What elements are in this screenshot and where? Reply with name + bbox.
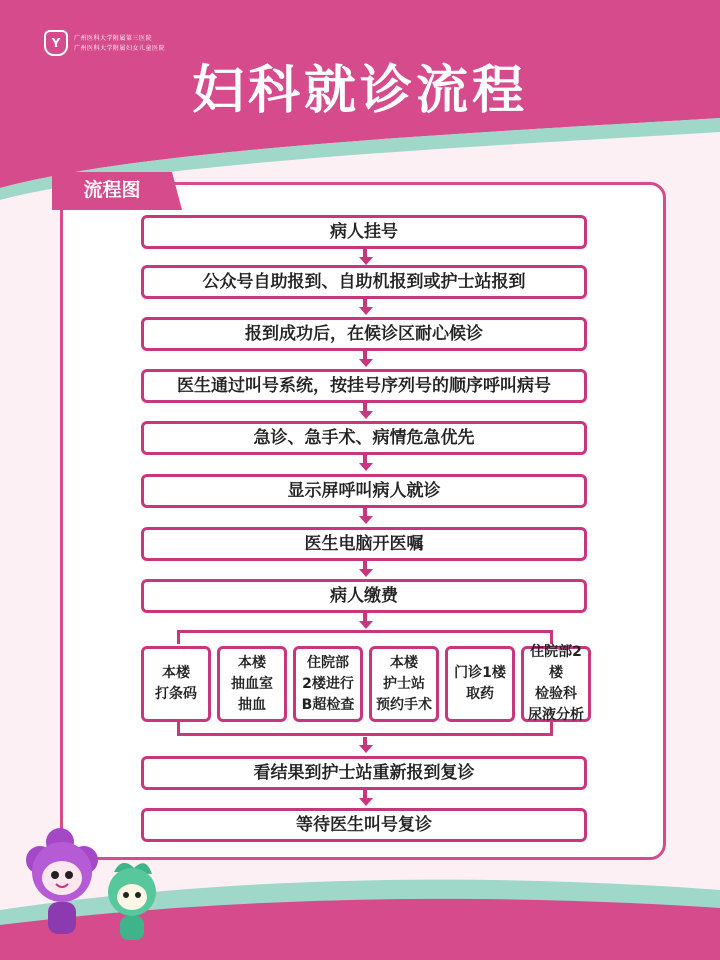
- flow-step: 病人缴费: [141, 579, 587, 613]
- flow-arrow-icon: [359, 249, 371, 265]
- logo-text-line2: 广州医科大学附属妇女儿童医院: [74, 44, 166, 52]
- flow-arrow-icon: [359, 790, 371, 806]
- hospital-emblem-icon: Y: [44, 30, 68, 56]
- branch-step: [293, 646, 363, 722]
- flow-arrow-icon: [359, 299, 371, 315]
- branch-step-line: B超检查: [301, 696, 355, 713]
- branch-step-line: 抽血: [238, 696, 266, 713]
- branch-step-line: 抽血室: [231, 675, 273, 692]
- flow-arrow-icon: [359, 508, 371, 524]
- branch-step-line: 住院部: [306, 654, 349, 671]
- flow-step: 看结果到护士站重新报到复诊: [141, 756, 587, 790]
- flow-arrow-icon: [359, 351, 371, 367]
- branch-step-line: 门诊1楼: [454, 665, 506, 681]
- branch-step: [521, 646, 591, 722]
- branch-step-line: 打条码: [155, 686, 197, 702]
- branch-bracket-top: [177, 630, 553, 644]
- flow-step: 报到成功后，在候诊区耐心候诊: [141, 317, 587, 351]
- flow-arrow-icon: [359, 737, 371, 753]
- branch-step-line: 取药: [466, 686, 494, 702]
- green-mascot-icon: [108, 863, 156, 940]
- branch-step-line: 2楼进行: [302, 675, 354, 692]
- flow-step: 显示屏呼叫病人就诊: [141, 474, 587, 508]
- branch-step-line: 检验科: [535, 686, 577, 702]
- branch-step: [141, 646, 211, 722]
- flow-step: 急诊、急手术、病情危急优先: [141, 421, 587, 455]
- flow-step: 病人挂号: [141, 215, 587, 249]
- flow-step: 等待医生叫号复诊: [141, 808, 587, 842]
- flow-step: 医生通过叫号系统，按挂号序列号的顺序呼叫病号: [141, 369, 587, 403]
- flow-arrow-icon: [359, 455, 371, 471]
- branch-step-line: 住院部2楼: [530, 644, 582, 681]
- branch-bracket-bottom: [177, 722, 553, 736]
- purple-mascot-icon: [26, 828, 98, 934]
- branch-step: [369, 646, 439, 722]
- page-title: 妇科就诊流程: [191, 61, 528, 121]
- branch-step-line: 本楼: [162, 665, 190, 681]
- branch-step: [217, 646, 287, 722]
- flow-arrow-icon: [359, 561, 371, 577]
- logo-text-line1: 广州医科大学附属第三医院: [74, 34, 153, 42]
- flow-arrow-icon: [359, 403, 371, 419]
- branch-step-line: 本楼: [390, 654, 418, 671]
- branch-step-line: 本楼: [238, 654, 266, 671]
- branch-step-line: 预约手术: [376, 696, 432, 713]
- flow-step: 公众号自助报到、自助机报到或护士站报到: [141, 265, 587, 299]
- mascot-illustration: [22, 820, 172, 945]
- flow-arrow-icon: [359, 613, 371, 629]
- flow-step: 医生电脑开医嘱: [141, 527, 587, 561]
- branch-step-line: 护士站: [383, 675, 425, 692]
- branch-step: [445, 646, 515, 722]
- branch-step-line: 尿液分析: [528, 707, 584, 723]
- flowchart-tab-label: 流程图: [83, 179, 141, 201]
